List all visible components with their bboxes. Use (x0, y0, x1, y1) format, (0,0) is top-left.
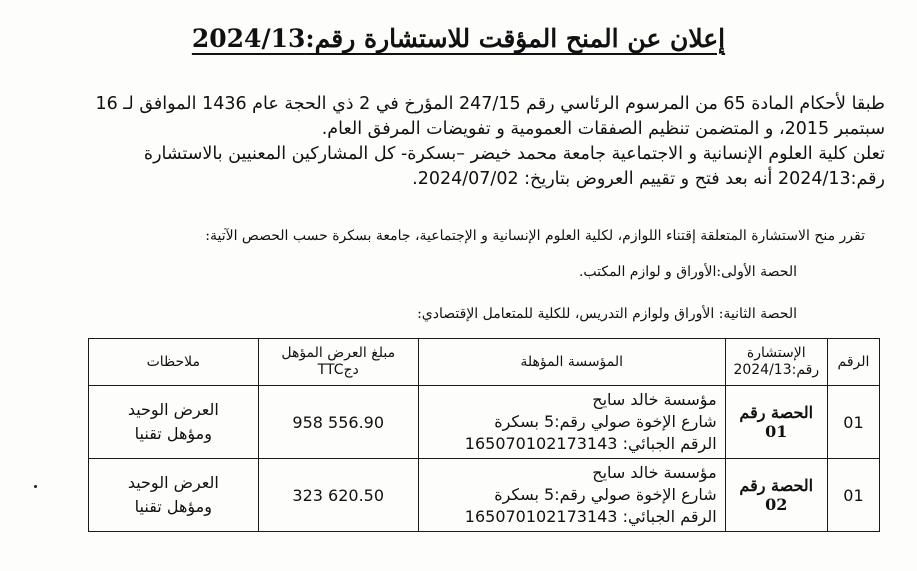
note-line2: ومؤهل تقنيا (134, 424, 212, 443)
note-line2: ومؤهل تقنيا (134, 497, 212, 516)
intro-line-1: طبقا لأحكام المادة 65 من المرسوم الرئاسي رقم 247/15 المؤرخ في 2 ذي الحجة عام 1436 الموافق لـ 16 (95, 94, 885, 114)
note-line1: العرض الوحيد (127, 473, 219, 492)
lot-2-text: الحصة الثانية: الأوراق ولوازم التدريس، للكلية للمتعامل الإقتصادي: (417, 306, 797, 322)
lot-1-text: الحصة الأولى:الأوراق و لوازم المكتب. (578, 264, 797, 280)
note-line1: العرض الوحيد (127, 400, 219, 419)
header-amount-line2: دجTTC (317, 362, 359, 378)
intro-line-2: سبتمبر 2015، و المتضمن تنظيم الصفقات العمومية و تفويضات المرفق العام. (321, 119, 885, 139)
row-number: 01 (827, 386, 879, 459)
header-consultation (725, 339, 827, 386)
announcement-title-text: إعلان عن المنح المؤقت للاستشارة رقم:2024/13 (191, 24, 726, 53)
table-header-row (89, 339, 880, 386)
intro-paragraph (25, 92, 885, 192)
row-amount (258, 386, 418, 459)
row-institution (418, 386, 725, 459)
header-consultation-line2: رقم:2024/13 (733, 362, 820, 378)
amount-value: 323 620.50 (292, 485, 385, 505)
row-amount (258, 459, 418, 532)
header-consultation-line1: الإستشارة (746, 345, 806, 361)
row-number: 01 (827, 459, 879, 532)
header-institution: المؤسسة المؤهلة (418, 339, 725, 386)
award-table (88, 338, 880, 532)
header-amount-line1: مبلغ العرض المؤهل (281, 345, 396, 361)
institution-name: مؤسسة خالد سايح (592, 463, 717, 482)
header-amount (258, 339, 418, 386)
row-notes (89, 459, 259, 532)
institution-name: مؤسسة خالد سايح (592, 390, 717, 409)
institution-address: شارع الإخوة صولي رقم:5 بسكرة (494, 485, 717, 504)
scan-speck (34, 485, 37, 488)
table-row (89, 386, 880, 459)
intro-line-3: تعلن كلية العلوم الإنسانية و الاجتماعية جامعة محمد خيضر –بسكرة- كل المشاركين المعنيين بالاستشارة (143, 144, 885, 164)
row-lot: الحصة رقم 02 (725, 459, 827, 532)
row-lot: الحصة رقم 01 (725, 386, 827, 459)
amount-value: 958 556.90 (292, 412, 385, 432)
row-notes (89, 386, 259, 459)
row-institution (418, 459, 725, 532)
header-notes: ملاحظات (89, 339, 259, 386)
institution-tax-id: الرقم الجبائي: 165070102173143 (464, 507, 717, 526)
institution-address: شارع الإخوة صولي رقم:5 بسكرة (494, 412, 717, 431)
decision-text: تقرر منح الاستشارة المتعلقة إقتناء اللوازم، لكلية العلوم الإنسانية و الإجتماعية، جامعة بسكرة حسب الحصص الآتية: (205, 228, 865, 244)
institution-tax-id: الرقم الجبائي: 165070102173143 (464, 434, 717, 453)
header-number: الرقم (827, 339, 879, 386)
table-row (89, 459, 880, 532)
announcement-title (0, 22, 917, 56)
intro-line-4: رقم:2024/13 أنه بعد فتح و تقييم العروض بتاريخ: 2024/07/02. (412, 169, 885, 189)
